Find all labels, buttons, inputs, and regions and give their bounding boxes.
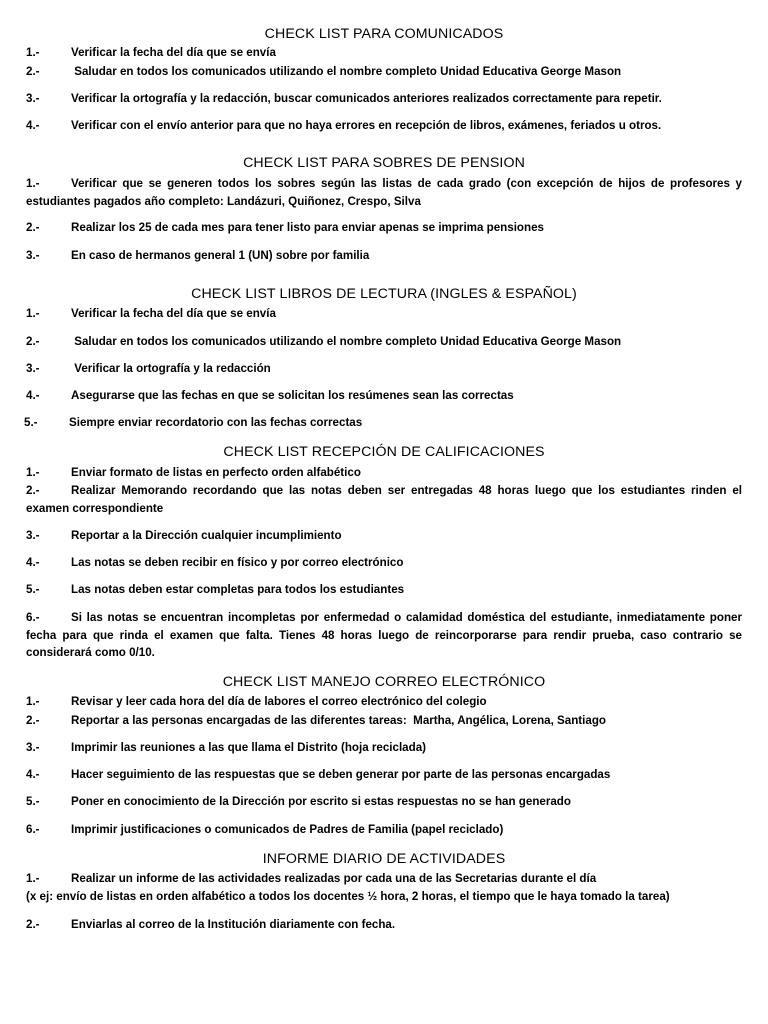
heading-informe-diario: INFORME DIARIO DE ACTIVIDADES xyxy=(262,851,506,867)
item-text: Verificar con el envío anterior para que no haya errores en recepción de libros, exámenes, feriados u otros. xyxy=(71,119,662,132)
item-number: 6.- xyxy=(26,823,40,836)
list-item-note: (x ej: envío de listas en orden alfabético a todos los docentes ½ hora, 2 horas, el tiempo que le haya tomado la tarea) xyxy=(26,890,670,903)
list-item xyxy=(26,44,742,62)
heading-sobres-pension: CHECK LIST PARA SOBRES DE PENSION xyxy=(243,155,525,171)
item-number: 3.- xyxy=(26,92,40,105)
item-text: Enviar formato de listas en perfecto orden alfabético xyxy=(71,466,361,479)
list-item xyxy=(26,247,742,265)
list-item xyxy=(26,739,742,757)
heading-recepcion-calificaciones: CHECK LIST RECEPCIÓN DE CALIFICACIONES xyxy=(223,444,545,460)
item-text: Enviarlas al correo de la Institución diariamente con fecha. xyxy=(71,918,396,931)
heading-libros-lectura: CHECK LIST LIBROS DE LECTURA (INGLES & ESPAÑOL) xyxy=(191,286,577,302)
list-item xyxy=(26,712,742,730)
list-item xyxy=(26,360,742,378)
item-number: 4.- xyxy=(26,119,40,132)
item-number: 1.- xyxy=(26,307,40,320)
item-text: En caso de hermanos general 1 (UN) sobre por familia xyxy=(71,249,370,262)
list-item xyxy=(26,581,742,599)
item-text: Siempre enviar recordatorio con las fechas correctas xyxy=(69,416,363,429)
item-number: 4.- xyxy=(26,389,40,402)
item-text: Saludar en todos los comunicados utilizando el nombre completo Unidad Educativa George Mason xyxy=(71,65,622,78)
list-item xyxy=(26,766,742,784)
list-item xyxy=(26,916,742,934)
item-text: Reportar a las personas encargadas de las diferentes tareas: Martha, Angélica, Lorena, Santiago xyxy=(71,714,607,727)
item-number: 4.- xyxy=(26,768,40,781)
item-text: Reportar a la Dirección cualquier incumplimiento xyxy=(71,529,342,542)
item-number: 3.- xyxy=(26,529,40,542)
list-item xyxy=(26,793,742,811)
item-text: Verificar la ortografía y la redacción, buscar comunicados anteriores realizados correctamente para repetir. xyxy=(71,92,662,105)
item-text: Verificar la ortografía y la redacción xyxy=(71,362,271,375)
item-number: 5.- xyxy=(24,416,38,429)
item-text: Imprimir las reuniones a las que llama el Distrito (hoja reciclada) xyxy=(71,741,427,754)
list-item xyxy=(26,219,742,237)
list-item xyxy=(26,333,742,351)
item-number: 6.- xyxy=(26,611,40,624)
item-text: Verificar la fecha del día que se envía xyxy=(71,46,276,59)
list-item xyxy=(26,387,742,405)
item-text: Verificar la fecha del día que se envía xyxy=(71,307,276,320)
item-text: Imprimir justificaciones o comunicados de Padres de Familia (papel reciclado) xyxy=(71,823,504,836)
item-number: 5.- xyxy=(26,795,40,808)
item-number: 1.- xyxy=(26,177,40,190)
heading-comunicados: CHECK LIST PARA COMUNICADOS xyxy=(264,26,504,42)
item-number: 3.- xyxy=(26,362,40,375)
list-item xyxy=(24,414,740,432)
item-text: Revisar y leer cada hora del día de labores el correo electrónico del colegio xyxy=(71,695,487,708)
item-number: 2.- xyxy=(26,918,40,931)
item-text: Asegurarse que las fechas en que se solicitan los resúmenes sean las correctas xyxy=(71,389,514,402)
list-item xyxy=(26,554,742,572)
item-number: 5.- xyxy=(26,583,40,596)
item-text: Las notas se deben recibir en físico y por correo electrónico xyxy=(71,556,404,569)
list-item xyxy=(26,305,742,323)
heading-correo-electronico: CHECK LIST MANEJO CORREO ELECTRÓNICO xyxy=(222,674,546,690)
item-text: Realizar un informe de las actividades realizadas por cada una de las Secretarias durante el día xyxy=(71,872,597,885)
item-number: 2.- xyxy=(26,484,40,497)
item-text: Si las notas se encuentran incompletas por enfermedad o calamidad doméstica del estudiante, inmediatamente poner fecha para que rinda el examen que falta. Tienes 48 horas luego de reincorporarse para rendir prueba, caso contrario se considerará como 0/10. xyxy=(26,611,742,659)
list-item xyxy=(26,482,742,517)
list-item xyxy=(26,464,742,482)
list-item xyxy=(26,63,742,81)
item-number: 2.- xyxy=(26,221,40,234)
item-number: 1.- xyxy=(26,46,40,59)
item-text: Saludar en todos los comunicados utilizando el nombre completo Unidad Educativa George Mason xyxy=(71,335,622,348)
list-item xyxy=(26,117,742,135)
item-number: 4.- xyxy=(26,556,40,569)
list-item xyxy=(26,609,742,662)
item-number: 2.- xyxy=(26,714,40,727)
list-item xyxy=(26,870,742,888)
item-text: Las notas deben estar completas para todos los estudiantes xyxy=(71,583,405,596)
item-number: 3.- xyxy=(26,741,40,754)
item-text: Poner en conocimiento de la Dirección por escrito si estas respuestas no se han generado xyxy=(71,795,571,808)
item-text: Realizar los 25 de cada mes para tener listo para enviar apenas se imprima pensiones xyxy=(71,221,544,234)
item-number: 3.- xyxy=(26,249,40,262)
list-item xyxy=(26,527,742,545)
item-number: 2.- xyxy=(26,65,40,78)
item-text: Verificar que se generen todos los sobres según las listas de cada grado (con excepción de hijos de profesores y estudiantes pagados año completo: Landázuri, Quiñonez, Crespo, Silva xyxy=(26,177,742,208)
item-number: 2.- xyxy=(26,335,40,348)
item-text: Hacer seguimiento de las respuestas que se deben generar por parte de las personas encargadas xyxy=(71,768,611,781)
item-text: Realizar Memorando recordando que las notas deben ser entregadas 48 horas luego que los estudiantes rinden el examen correspondiente xyxy=(26,484,742,515)
list-item xyxy=(26,175,742,210)
item-number: 1.- xyxy=(26,466,40,479)
list-item xyxy=(26,90,742,108)
item-number: 1.- xyxy=(26,695,40,708)
list-item xyxy=(26,693,742,711)
list-item xyxy=(26,821,742,839)
item-number: 1.- xyxy=(26,872,40,885)
